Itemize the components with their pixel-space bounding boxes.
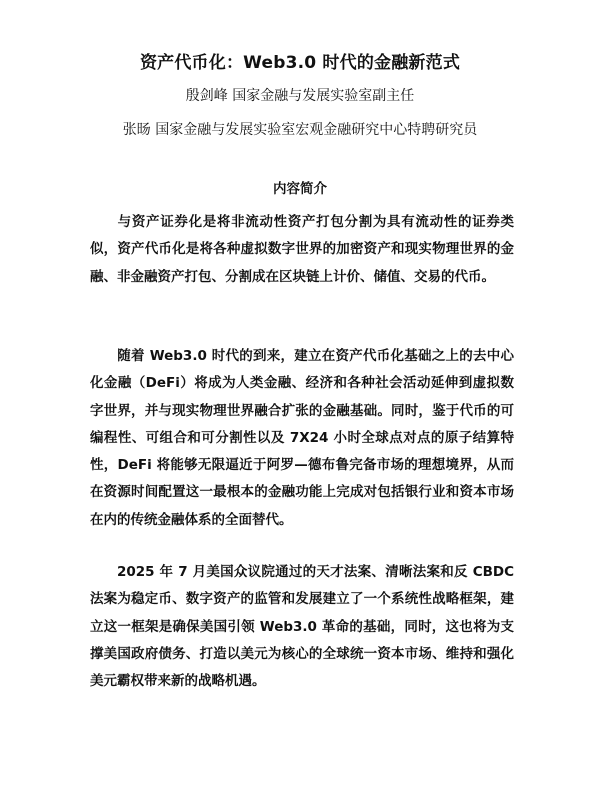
- paragraph-1: [90, 209, 514, 291]
- paragraph-1-text: 与资产证券化是将非流动性资产打包分割为具有流动性的证券类似，资产代币化是将各种虚拟数字世界的加密资产和现实物理世界的金融、非金融资产打包、分割成在区块链上计价、储值、交易的代币。: [90, 214, 514, 285]
- author-line-1: 殷剑峰 国家金融与发展实验室副主任: [185, 88, 415, 104]
- paragraph-2: [90, 343, 514, 534]
- paragraph-2-text: 随着 Web3.0 时代的到来，建立在资产代币化基础之上的去中心化金融（DeFi）将成为人类金融、经济和各种社会活动延伸到虚拟数字世界，并与现实物理世界融合扩张的金融基础。同时，鉴于代币的可编程性、可组合和可分割性以及 7X24 小时全球点对点的原子结算特性，DeFi 将能够无限逼近于阿罗—德布鲁完备市场的理想境界，从而在资源时间配置这一最根本的金融功能上完成对包括银行业和资本市场在内的传统金融体系的全面替代。: [90, 348, 514, 528]
- paragraph-3: [90, 559, 514, 695]
- document-title: 资产代币化：Web3.0 时代的金融新范式: [139, 53, 461, 73]
- author-line-2: 张旸 国家金融与发展实验室宏观金融研究中心特聘研究员: [122, 122, 478, 138]
- paragraph-3-text: 2025 年 7 月美国众议院通过的天才法案、清晰法案和反 CBDC 法案为稳定币、数字资产的监管和发展建立了一个系统性战略框架，建立这一框架是确保美国引领 Web3.0 革命的基础，同时，这也将为支撑美国政府债务、打造以美元为核心的全球统一资本市场、维持和强化美元霸权带来新的战略机遇。: [90, 564, 514, 690]
- section-heading: 内容简介: [273, 181, 327, 197]
